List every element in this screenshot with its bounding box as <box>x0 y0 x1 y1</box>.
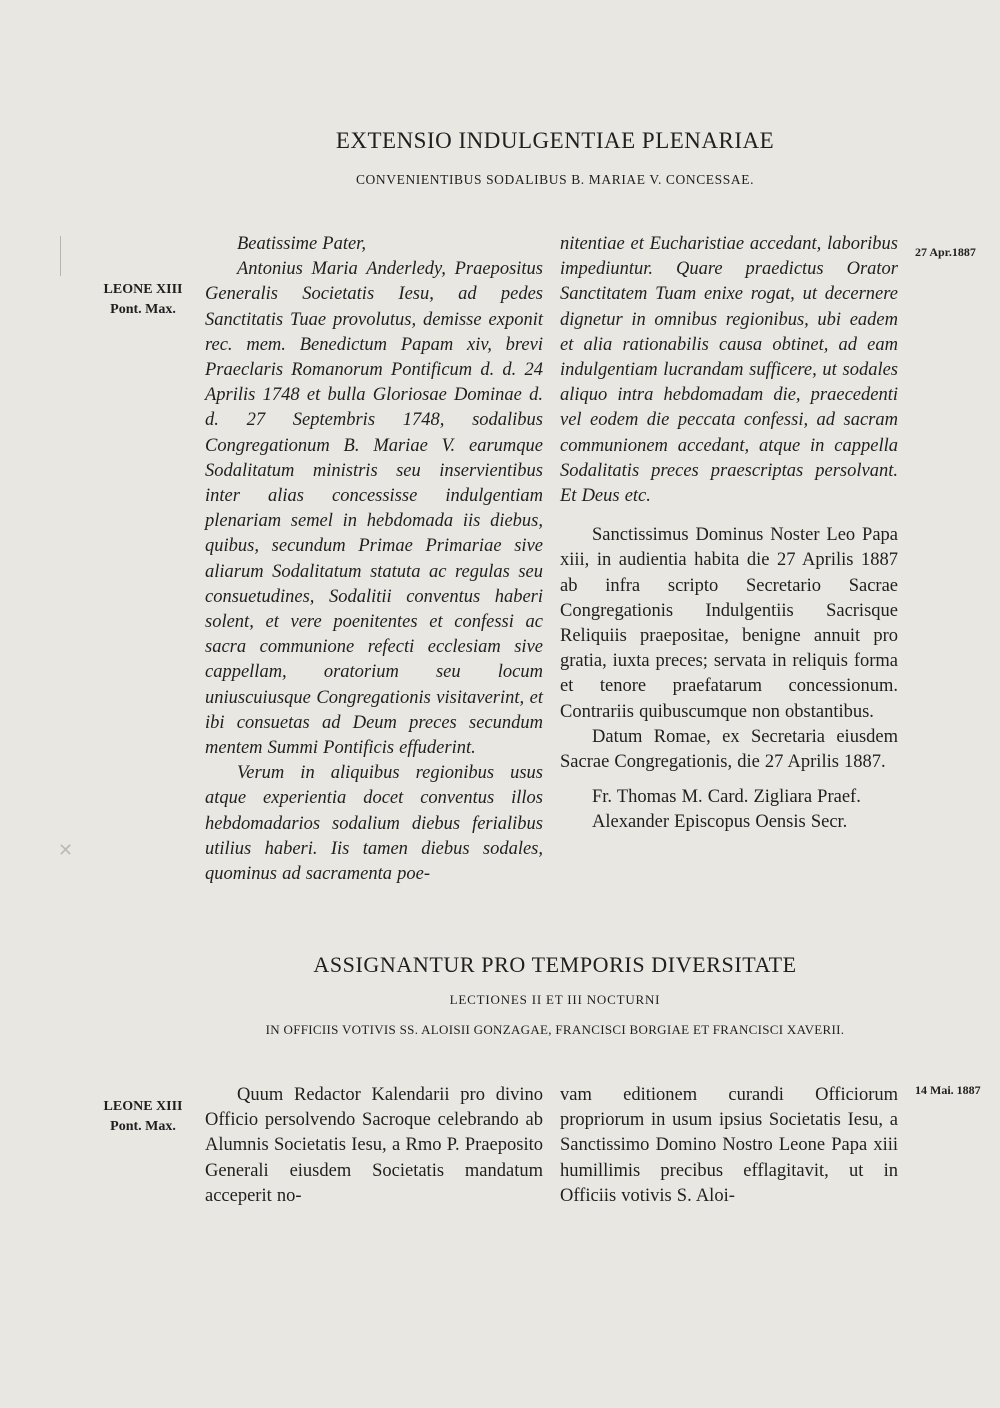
paragraph: Verum in aliquibus regionibus usus atque experientia docet conventus illos hebdomadarios sodalium diebus ferialibus utilius haberi. Iis tamen diebus sodales, quominus ad sacramenta poe- <box>205 763 543 885</box>
salutation: Beatissime Pater, <box>237 234 366 254</box>
signature: Alexander Episcopus Oensis Secr. <box>592 812 848 833</box>
margin-note-line: Pont. Max. <box>110 1119 176 1134</box>
section-title: EXTENSIO INDULGENTIAE PLENARIAE <box>335 128 775 153</box>
margin-note-line: LEONE XIII <box>103 282 183 297</box>
paragraph: Antonius Maria Anderledy, Praepositus Generalis Societatis Iesu, ad pedes Sanctitatis Tuae provolutus, demisse exponit rec. mem. Benedictum Papam xiv, brevi Praeclaris Romanorum Pontificum d. d. 24 Aprilis 1748 et bulla Gloriosae Dominae d. d. 27 Septembris 1748, sodalibus Congregationum B. Mariae V. earumque Sodalitatum ministris seu inservientibus inter alias concessisse indulgentiam plenariam semel in hebdomada iis diebus, quibus, secundum Primae Primariae sive aliarum Sodalitatum statuta ac regulas seu consuetudines, Sodalitii conventus haberi solent, et vere poenitentes et confessi ac sacra communione refecti ecclesiam sive cappellam, oratorium seu locum uniuscuiusque Congregationis visitaverint, et ibi consuetas ad Deum preces secundum mentem Summi Pontificis effuderint. <box>205 259 543 759</box>
paragraph: nitentiae et Eucharistiae accedant, laboribus impediuntur. Quare praedictus Orator Sanctitatem Tuam enixe rogat, ut decernere dignetur in omnibus regionibus, ubi eadem et alia rationabilis causa obtinet, ad eam indulgentiam lucrandam sufficere, ut sodales aliquo intra hebdomadam die, praecedenti vel eodem die peccata confessi, ad sacram communionem accedant, atque in cappella Sodalitatis preces praescriptas persolvant. Et Deus etc. <box>560 234 898 507</box>
right-column <box>560 232 898 836</box>
left-column <box>205 232 543 887</box>
margin-note-date: 27 Apr.1887 <box>915 245 976 259</box>
section-title: ASSIGNANTUR PRO TEMPORIS DIVERSITATE <box>313 952 797 977</box>
margin-note-pope <box>93 280 193 320</box>
right-column <box>560 1083 898 1209</box>
section-subtitle: IN OFFICIIS VOTIVIS SS. ALOISII GONZAGAE, FRANCISCI BORGIAE ET FRANCISCI XAVERII. <box>265 1022 845 1037</box>
margin-mark-cross: ✕ <box>58 840 74 860</box>
paragraph: Sanctissimus Dominus Noster Leo Papa xiii, in audientia habita die 27 Aprilis 1887 ab infra scripto Secretario Sacrae Congregationis Indulgentiis Sacrisque Reliquiis praepositae, benigne annuit pro gratia, iuxta preces; servata in reliquis forma et tenore praefatarum concessionum. Contrariis quibuscumque non obstantibus. <box>560 525 898 722</box>
margin-note-line: LEONE XIII <box>103 1099 183 1114</box>
margin-note-line: Pont. Max. <box>110 302 176 317</box>
section-subtitle: LECTIONES II ET III NOCTURNI <box>449 992 661 1007</box>
margin-note-date: 14 Mai. 1887 <box>915 1083 981 1097</box>
paragraph: Datum Romae, ex Secretaria eiusdem Sacrae Congregationis, die 27 Aprilis 1887. <box>560 726 898 773</box>
section-subtitle: CONVENIENTIBUS SODALIBUS B. MARIAE V. CONCESSAE. <box>355 172 755 187</box>
margin-note-pope <box>93 1097 193 1137</box>
paragraph: Quum Redactor Kalendarii pro divino Officio persolvendo Sacroque celebrando ab Alumnis Societatis Iesu, a Rmo P. Praeposito Generali eiusdem Societatis mandatum acceperit no- <box>205 1085 543 1206</box>
left-column <box>205 1083 543 1209</box>
signature: Fr. Thomas M. Card. Zigliara Praef. <box>592 787 861 808</box>
paragraph: vam editionem curandi Officiorum propriorum in usum ipsius Societatis Iesu, a Sanctissimo Domino Nostro Leone Papa xiii humillimis precibus efflagitavit, ut in Officiis votivis S. Aloi- <box>560 1085 898 1206</box>
margin-mark <box>60 236 67 276</box>
